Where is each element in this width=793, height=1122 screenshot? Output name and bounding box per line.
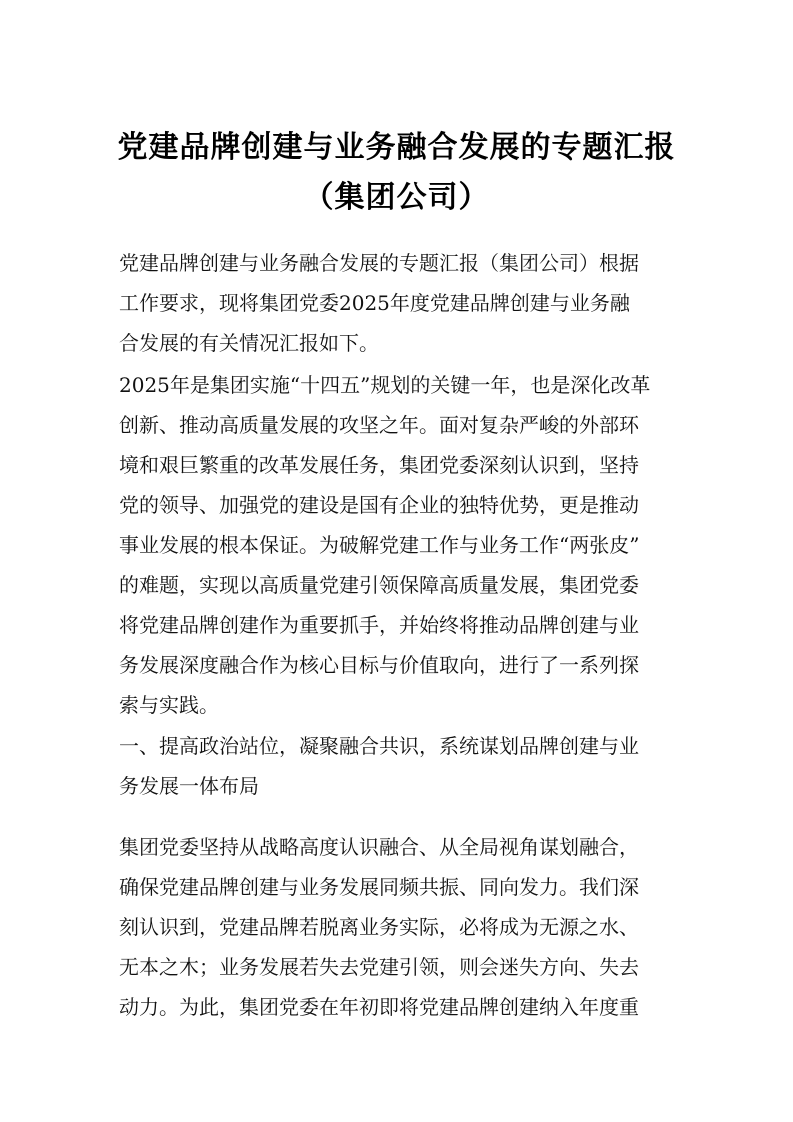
body-line: 确保党建品牌创建与业务发展同频共振、同向发力。我们深 <box>119 875 639 899</box>
body-line: 事业发展的根本保证。为破解党建工作与业务工作“两张皮” <box>119 533 640 557</box>
body-line: 党的领导、加强党的建设是国有企业的独特优势，更是推动 <box>119 493 639 517</box>
document-title-line-2: （集团公司） <box>303 180 490 215</box>
body-line: 创新、推动高质量发展的攻坚之年。面对复杂严峻的外部环 <box>119 413 639 437</box>
body-line: 2025年是集团实施“十四五”规划的关键一年，也是深化改革 <box>119 373 651 397</box>
body-line: 无本之木；业务发展若失去党建引领，则会迷失方向、失去 <box>119 955 639 979</box>
body-line: 将党建品牌创建作为重要抓手，并始终将推动品牌创建与业 <box>119 613 639 637</box>
body-line: 索与实践。 <box>119 693 219 717</box>
body-line: 动力。为此，集团党委在年初即将党建品牌创建纳入年度重 <box>119 995 639 1019</box>
body-line: 务发展深度融合作为核心目标与价值取向，进行了一系列探 <box>119 653 639 677</box>
body-line: 的难题，实现以高质量党建引领保障高质量发展，集团党委 <box>119 573 639 597</box>
body-line: 合发展的有关情况汇报如下。 <box>119 331 379 355</box>
section-heading-line: 务发展一体布局 <box>119 774 259 798</box>
document-title-line-1: 党建品牌创建与业务融合发展的专题汇报 <box>117 130 676 165</box>
body-line: 工作要求，现将集团党委2025年度党建品牌创建与业务融 <box>119 291 630 315</box>
section-heading-line: 一、提高政治站位，凝聚融合共识，系统谋划品牌创建与业 <box>119 734 639 758</box>
body-line: 集团党委坚持从战略高度认识融合、从全局视角谋划融合， <box>119 835 639 859</box>
body-line: 刻认识到，党建品牌若脱离业务实际，必将成为无源之水、 <box>119 915 639 939</box>
body-line: 党建品牌创建与业务融合发展的专题汇报（集团公司）根据 <box>119 251 639 275</box>
body-line: 境和艰巨繁重的改革发展任务，集团党委深刻认识到，坚持 <box>119 453 639 477</box>
